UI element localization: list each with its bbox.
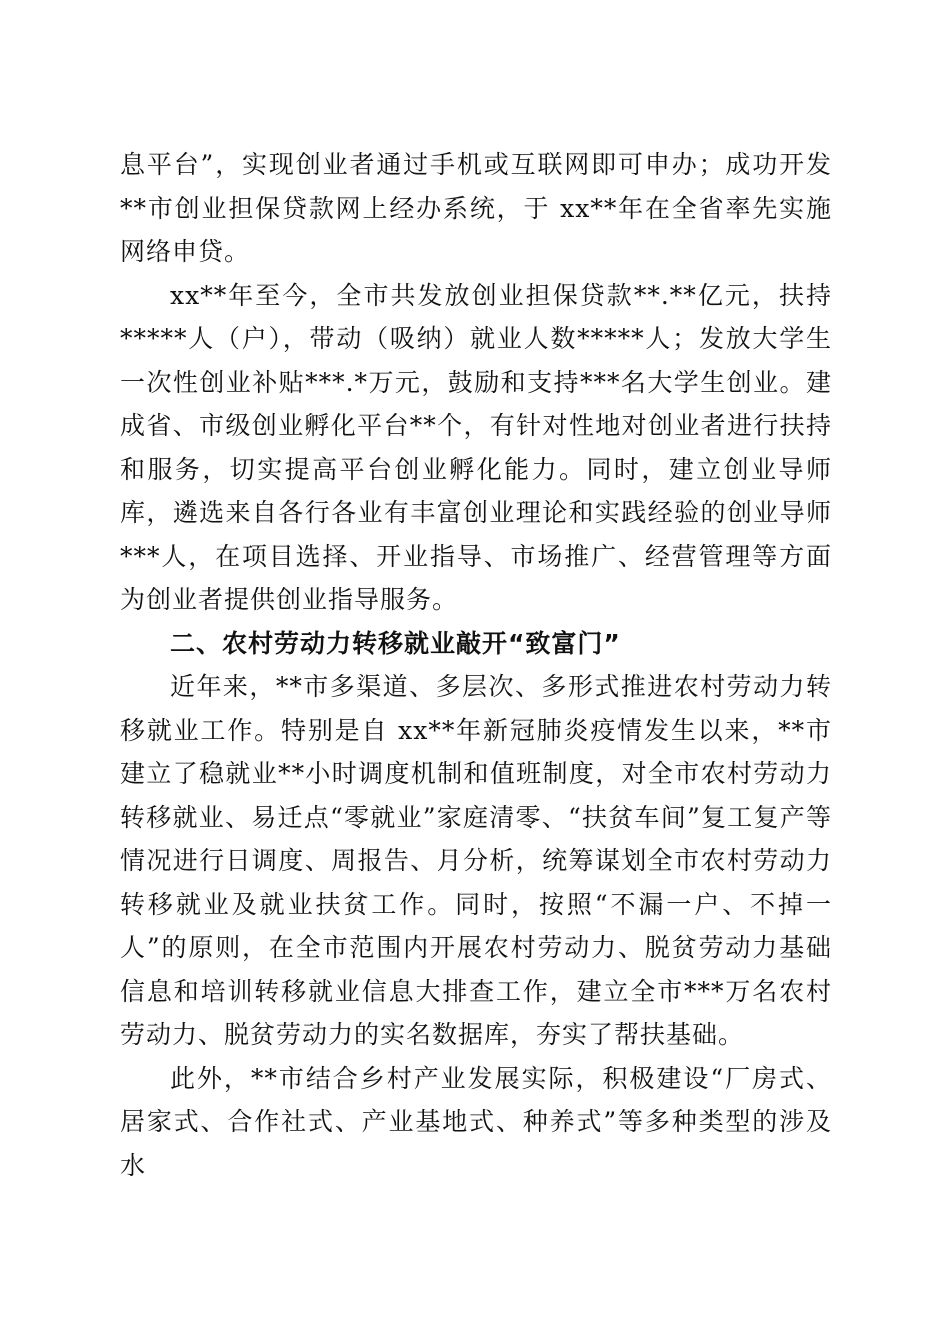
- paragraph-4: 此外，**市结合乡村产业发展实际，积极建设“厂房式、居家式、合作社式、产业基地式、种养式”等多种类型的涉及水: [120, 1063, 832, 1180]
- section-heading: 二、农村劳动力转移就业敲开“致富门”: [170, 628, 621, 658]
- paragraph-2: xx**年至今，全市共发放创业担保贷款**.**亿元，扶持*****人（户），带动（吸纳）就业人数*****人；发放大学生一次性创业补贴***.*万元，鼓励和支持***名大学生创业。建成省、市级创业孵化平台**个，有针对性地对创业者进行扶持和服务，切实提高平台创业孵化能力。同时，建立创业导师库，遴选来自各行各业有丰富创业理论和实践经验的创业导师***人，在项目选择、开业指导、市场推广、经营管理等方面为创业者提供创业指导服务。: [120, 280, 832, 614]
- paragraph-1: 息平台”，实现创业者通过手机或互联网即可申办；成功开发**市创业担保贷款网上经办系统，于 xx**年在全省率先实施网络申贷。: [120, 150, 832, 266]
- paragraph-3: 近年来，**市多渠道、多层次、多形式推进农村劳动力转移就业工作。特别是自 xx**年新冠肺炎疫情发生以来，**市建立了稳就业**小时调度机制和值班制度，对全市农村劳动力转移就业、易迁点“零就业”家庭清零、“扶贫车间”复工复产等情况进行日调度、周报告、月分析，统筹谋划全市农村劳动力转移就业及就业扶贫工作。同时，按照“不漏一户、不掉一人”的原则，在全市范围内开展农村劳动力、脱贫劳动力基础信息和培训转移就业信息大排查工作，建立全市***万名农村劳动力、脱贫劳动力的实名数据库，夯实了帮扶基础。: [120, 672, 832, 1049]
- document-page: [120, 143, 832, 1187]
